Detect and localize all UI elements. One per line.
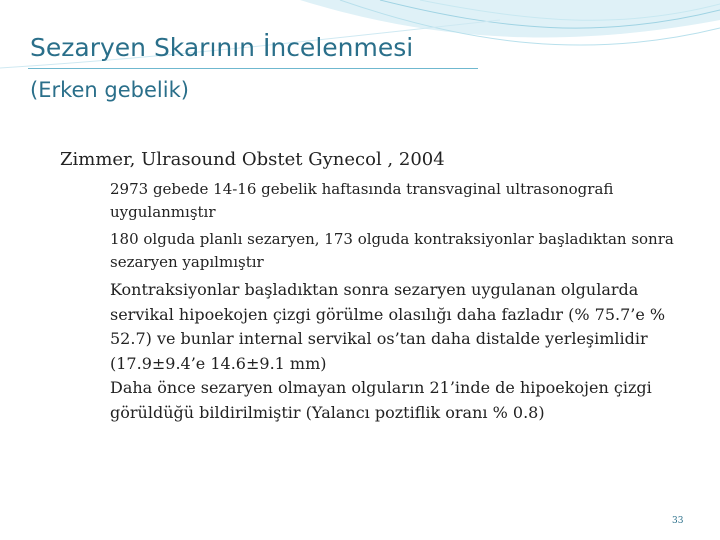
title-line-2: (Erken gebelik) — [30, 78, 189, 102]
sub-bullet — [92, 228, 688, 274]
slide-title — [30, 30, 510, 108]
sub-bullet — [92, 376, 688, 425]
sub-bullet-text: 180 olguda planlı sezaryen, 173 olguda kontraksiyonlar başladıktan sonra sezaryen yapılmıştır — [110, 230, 674, 271]
sub-bullet-text: Kontraksiyonlar başladıktan sonra sezaryen uygulanan olgularda servikal hipoekojen çizgi görülme olasılığı daha fazladır (% 75.7’e % 52.7) ve bunlar internal servikal os’tan daha distalde yerleşimlidir (17.9±9.4’e 14.6±9.1 mm) — [110, 280, 666, 373]
title-line-1: Sezaryen Skarının İncelenmesi — [30, 33, 414, 62]
sub-bullet — [92, 278, 688, 376]
sub-bullet — [92, 178, 688, 224]
page-number: 33 — [672, 516, 684, 526]
title-underline — [28, 68, 478, 69]
sub-bullet-text: 2973 gebede 14-16 gebelik haftasında transvaginal ultrasonografi uygulanmıştır — [110, 180, 614, 221]
slide-content — [38, 142, 688, 425]
main-bullet — [38, 142, 688, 178]
sub-bullet-text: Daha önce sezaryen olmayan olguların 21’inde de hipoekojen çizgi görüldüğü bildirilmiştir (Yalancı poztiflik oranı % 0.8) — [110, 378, 652, 422]
main-bullet-text: Zimmer, Ulrasound Obstet Gynecol , 2004 — [60, 149, 445, 170]
